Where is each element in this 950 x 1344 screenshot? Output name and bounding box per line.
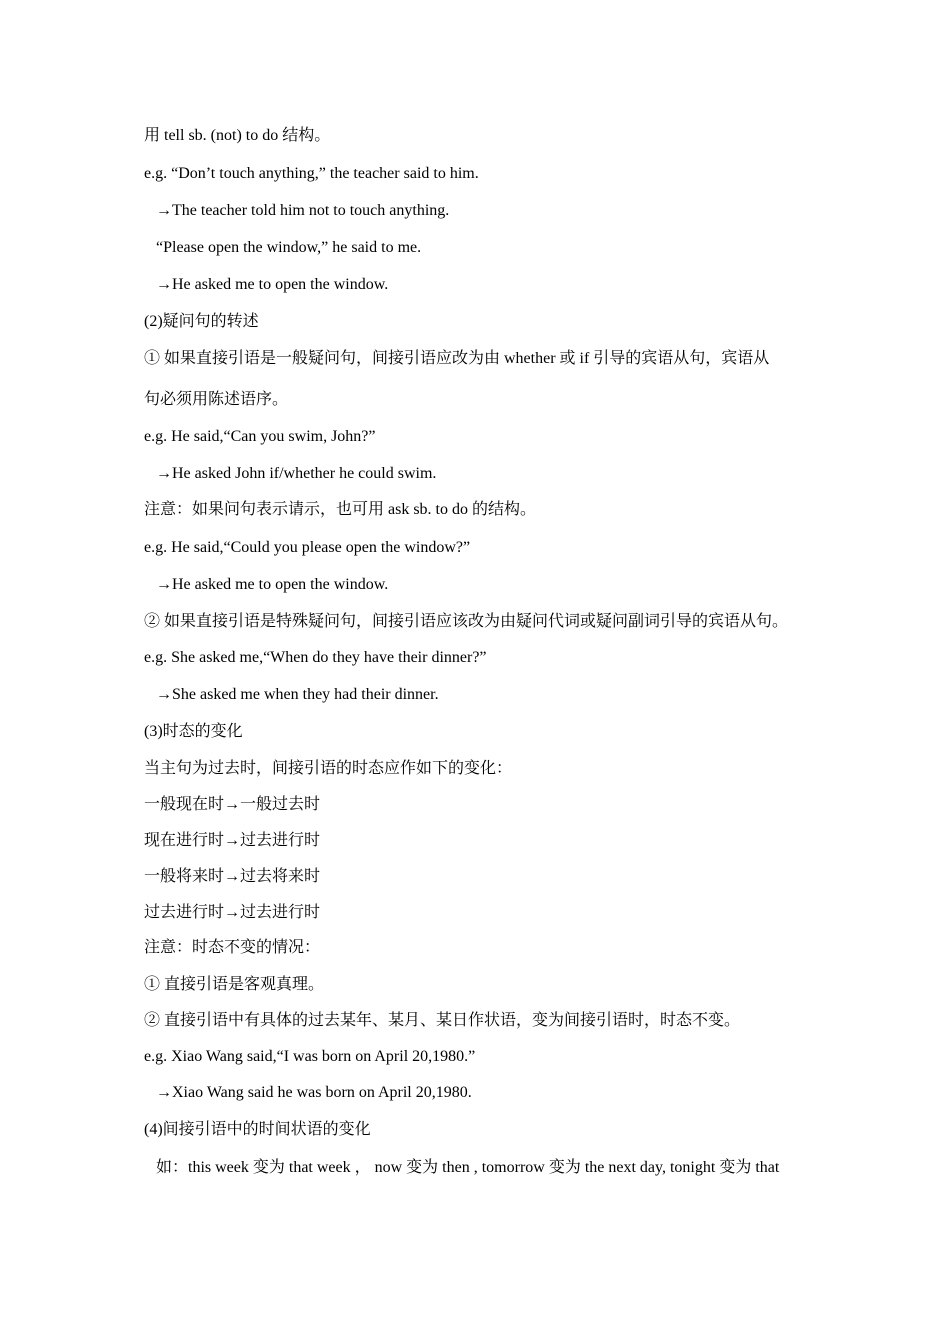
tense-rule-line: 过去进行时→过去进行时 xyxy=(144,904,321,921)
text-line: ① 如果直接引语是一般疑问句，间接引语应改为由 whether 或 if 引导的宾语从句，宾语从 xyxy=(144,350,770,367)
text-line: ② 如果直接引语是特殊疑问句，间接引语应该改为由疑问代词或疑问副词引导的宾语从句。 xyxy=(144,613,789,630)
conversion-line: →He asked me to open the window. xyxy=(156,576,389,593)
note-line: 注意：时态不变的情况： xyxy=(144,939,321,956)
tense-rule-line: 一般现在时→一般过去时 xyxy=(144,796,321,813)
note-line: 注意：如果问句表示请示，也可用 ask sb. to do 的结构。 xyxy=(144,501,537,518)
tense-rule-line: 现在进行时→过去进行时 xyxy=(144,832,321,849)
example-line: e.g. “Don’t touch anything,” the teacher said to him. xyxy=(144,165,479,182)
text-line: ② 直接引语中有具体的过去某年、某月、某日作状语，变为间接引语时，时态不变。 xyxy=(144,1012,741,1029)
text-line: 当主句为过去时，间接引语的时态应作如下的变化： xyxy=(144,760,513,777)
conversion-line: →He asked me to open the window. xyxy=(156,276,389,293)
tense-rule-line: 一般将来时→过去将来时 xyxy=(144,868,321,885)
text-line: 如：this week 变为 that week ， now 变为 then , tomorrow 变为 the next day, tonight 变为 that xyxy=(156,1159,780,1176)
section-heading: (2)疑问句的转述 xyxy=(144,313,259,330)
example-line: e.g. She asked me,“When do they have their dinner?” xyxy=(144,649,487,666)
conversion-line: →Xiao Wang said he was born on April 20,1980. xyxy=(156,1084,472,1101)
conversion-line: →He asked John if/whether he could swim. xyxy=(156,465,437,482)
section-heading: (3)时态的变化 xyxy=(144,723,243,740)
text-line: 句必须用陈述语序。 xyxy=(144,391,289,408)
example-line: “Please open the window,” he said to me. xyxy=(156,239,422,256)
example-line: e.g. He said,“Could you please open the window?” xyxy=(144,539,471,556)
example-line: e.g. He said,“Can you swim, John?” xyxy=(144,428,376,445)
conversion-line: →The teacher told him not to touch anything. xyxy=(156,202,450,219)
conversion-line: →She asked me when they had their dinner. xyxy=(156,686,439,703)
example-line: e.g. Xiao Wang said,“I was born on April 20,1980.” xyxy=(144,1048,476,1065)
text-line: 用 tell sb. (not) to do 结构。 xyxy=(144,127,331,144)
text-line: ① 直接引语是客观真理。 xyxy=(144,976,325,993)
section-heading: (4)间接引语中的时间状语的变化 xyxy=(144,1121,371,1138)
